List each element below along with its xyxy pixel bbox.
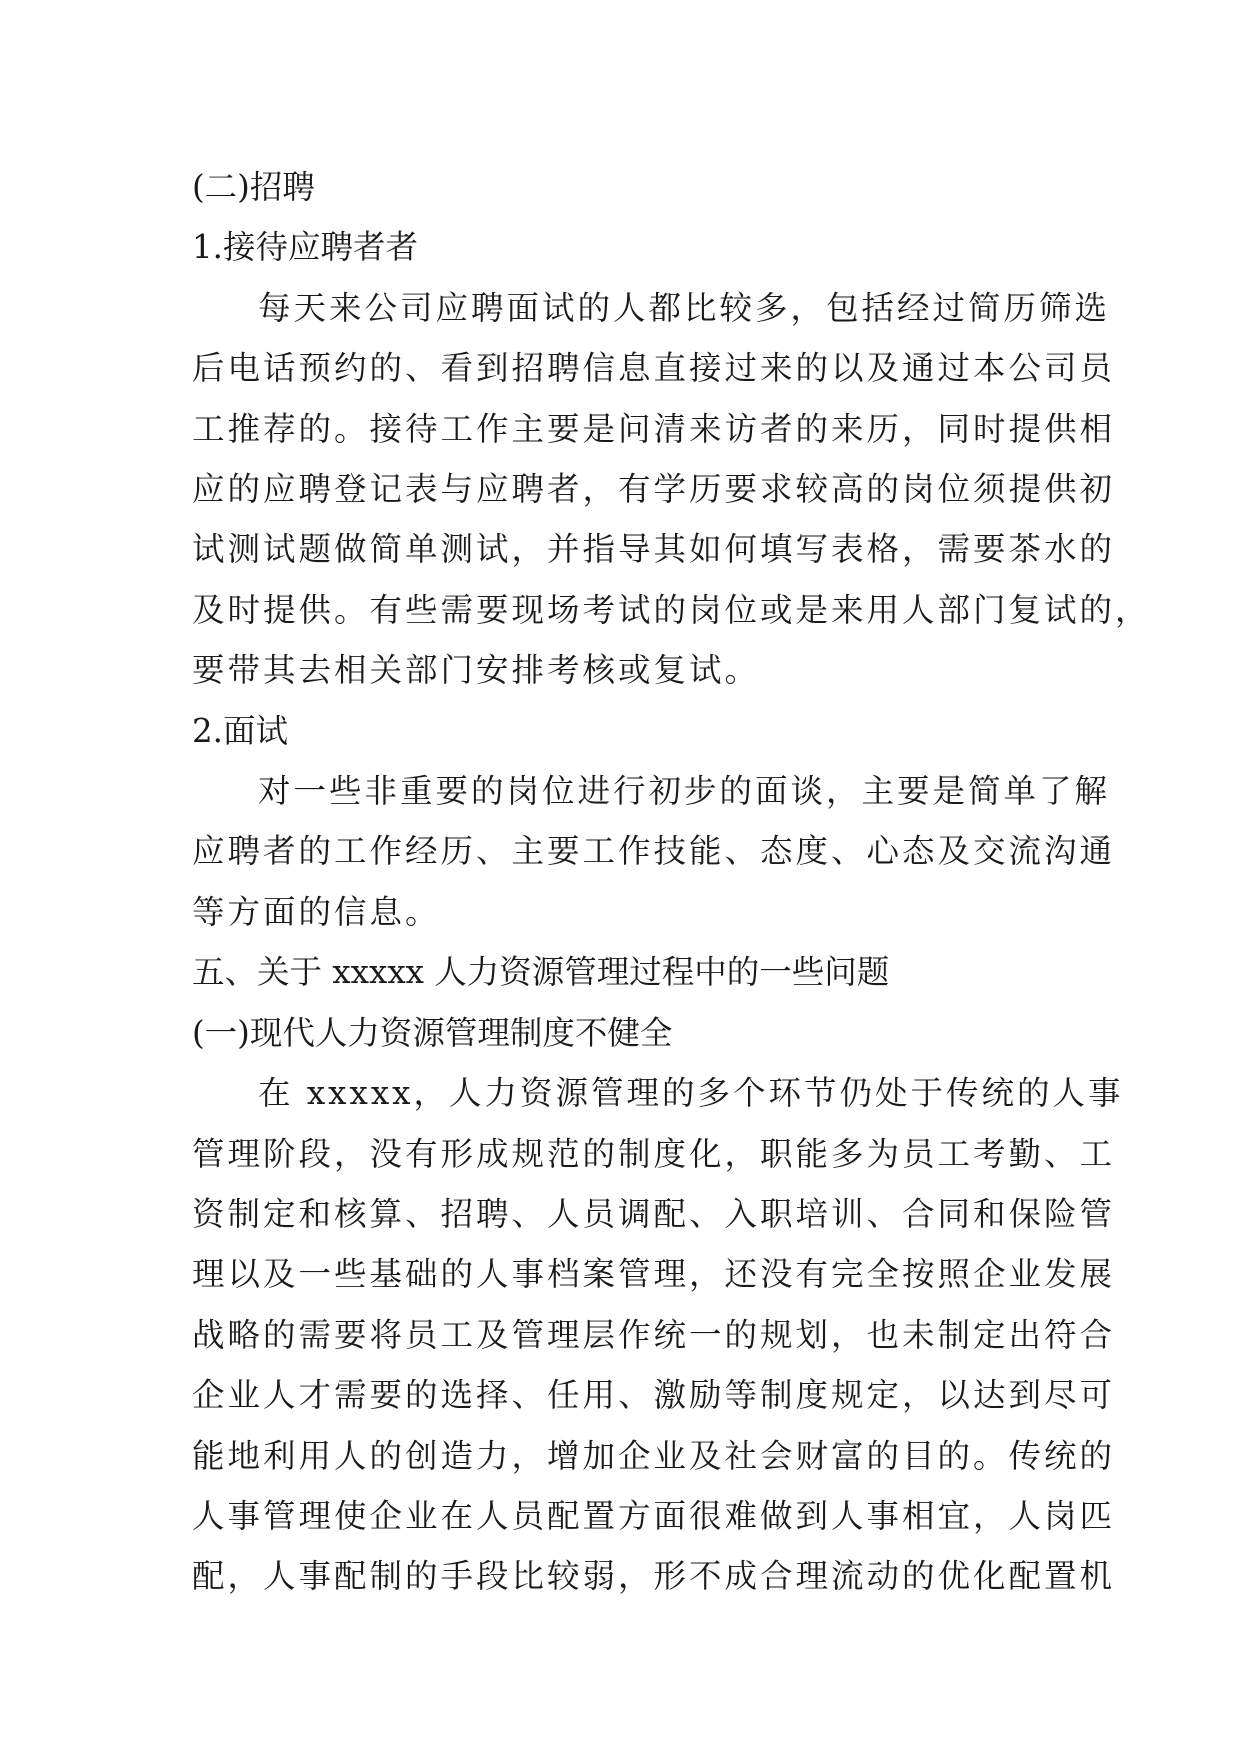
paragraph-line: 每天来公司应聘面试的人都比较多，包括经过简历筛选 — [258, 288, 1111, 327]
paragraph-line: 工推荐的。接待工作主要是问清来访者的来历，同时提供相 — [192, 409, 1116, 448]
paragraph-line: 应聘者的工作经历、主要工作技能、态度、心态及交流沟通 — [192, 832, 1116, 871]
paragraph-line: 理以及一些基础的人事档案管理，还没有完全按照企业发展 — [192, 1255, 1116, 1294]
paragraph-line: 应的应聘登记表与应聘者，有学历要求较高的岗位须提供初 — [192, 470, 1116, 509]
paragraph-line: 企业人才需要的选择、任用、激励等制度规定，以达到尽可 — [192, 1376, 1116, 1415]
subsection-heading-reception: 1.接待应聘者者 — [192, 228, 419, 267]
paragraph-line: 要带其去相关部门安排考核或复试。 — [192, 651, 761, 690]
paragraph-hr-system — [192, 1063, 1124, 1607]
paragraph-line: 试测试题做简单测试，并指导其如何填写表格，需要茶水的 — [192, 530, 1116, 569]
paragraph-interview — [192, 761, 1116, 942]
paragraph-line: 后电话预约的、看到招聘信息直接过来的以及通过本公司员 — [192, 349, 1116, 388]
paragraph-line: 管理阶段，没有形成规范的制度化，职能多为员工考勤、工 — [192, 1134, 1116, 1173]
paragraph-line: 在 xxxxx，人力资源管理的多个环节仍处于传统的人事 — [258, 1074, 1124, 1113]
subsection-heading-hr-system: (一)现代人力资源管理制度不健全 — [192, 1013, 673, 1052]
paragraph-line: 对一些非重要的岗位进行初步的面谈，主要是简单了解 — [258, 772, 1111, 811]
paragraph-line: 战略的需要将员工及管理层作统一的规划，也未制定出符合 — [192, 1315, 1116, 1354]
subsection-heading-interview: 2.面试 — [192, 711, 289, 750]
paragraph-line: 人事管理使企业在人员配置方面很难做到人事相宜，人岗匹 — [192, 1496, 1116, 1535]
document-body — [192, 157, 1151, 1607]
section-heading-problems: 五、关于 xxxxx 人力资源管理过程中的一些问题 — [192, 953, 890, 992]
paragraph-line: 配，人事配制的手段比较弱，形不成合理流动的优化配置机 — [192, 1557, 1116, 1596]
paragraph-line: 及时提供。有些需要现场考试的岗位或是来用人部门复试的， — [192, 590, 1151, 629]
section-heading-recruitment: (二)招聘 — [192, 168, 315, 206]
paragraph-reception — [192, 278, 1151, 701]
paragraph-line: 能地利用人的创造力，增加企业及社会财富的目的。传统的 — [192, 1436, 1116, 1475]
paragraph-line: 资制定和核算、招聘、人员调配、入职培训、合同和保险管 — [192, 1194, 1116, 1233]
paragraph-line: 等方面的信息。 — [192, 892, 441, 931]
